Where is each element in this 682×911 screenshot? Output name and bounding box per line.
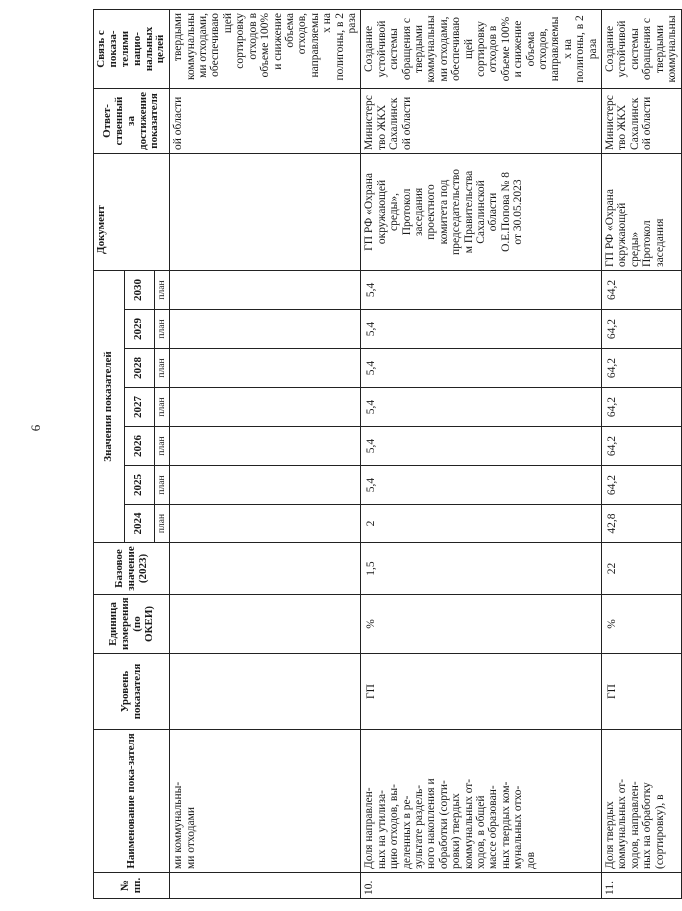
header-plan: план	[155, 349, 170, 388]
text-line: системы	[628, 28, 641, 70]
header-plan: план	[155, 310, 170, 349]
text-line: ой области	[641, 96, 654, 150]
cell-value: 42,8	[602, 505, 681, 543]
header-year: 2028	[124, 349, 155, 388]
cell-value: 64,2	[602, 388, 681, 427]
text-line: устойчивой	[375, 20, 388, 78]
header-values-group: Значения показателей	[94, 270, 125, 542]
header-link: Связь с показа-телями нацио-нальных целей	[94, 9, 170, 88]
text-line: ми отходами,	[197, 12, 210, 78]
header-name: Наименование пока-зателя	[94, 730, 170, 873]
text-line: щей	[221, 12, 234, 34]
cell-value	[170, 505, 361, 543]
cell-value	[170, 388, 361, 427]
text-line: и снижение	[512, 20, 525, 78]
text-line: сортировку	[234, 12, 247, 69]
header-level: Уровень показателя	[94, 654, 170, 730]
rotated-page	[93, 12, 679, 899]
table-row-11	[602, 9, 681, 898]
text-line: твердыми	[653, 24, 666, 74]
text-line: тво ЖКХ	[616, 104, 629, 150]
cell-value	[170, 427, 361, 466]
text-line: массе образован-	[487, 785, 500, 869]
header-num: № пп.	[94, 873, 170, 899]
text-line: ми коммунальны-	[172, 781, 185, 869]
text-line: объеме 100%	[259, 12, 272, 78]
cell-unit: %	[602, 595, 681, 654]
header-base: Базовое значение (2023)	[94, 543, 170, 595]
cell-level	[170, 654, 361, 730]
text-line: деленных в ре-	[400, 795, 413, 869]
text-line: х на	[561, 39, 574, 59]
text-line: заседания	[653, 218, 666, 267]
header-year: 2024	[124, 505, 155, 543]
text-line: ных твердых ком-	[499, 781, 512, 869]
cell-document	[170, 153, 361, 270]
text-line: коммунальных от-	[616, 778, 629, 869]
text-line: обработки (сорти-	[437, 780, 450, 869]
cell-num: 11.	[602, 873, 681, 899]
text-line: ровки) твердых	[450, 793, 463, 869]
text-line: х на	[321, 12, 334, 33]
text-line: ой области	[400, 96, 413, 150]
text-line: щей	[462, 38, 475, 60]
text-line: ходов, направлен-	[628, 781, 641, 869]
text-line: твердыми	[412, 24, 425, 74]
text-line: сортировку	[475, 21, 487, 77]
header-plan: план	[155, 388, 170, 427]
text-line: отходов,	[296, 12, 309, 55]
cell-base: 1,5	[361, 543, 602, 595]
cell-name	[602, 730, 681, 873]
header-plan: план	[155, 466, 170, 505]
text-line: м Правительства	[462, 170, 475, 254]
header-plan: план	[155, 505, 170, 543]
text-line: устойчивой	[616, 20, 629, 78]
cell-value: 5,4	[361, 427, 602, 466]
header-row	[94, 9, 125, 898]
text-line: ных на обработку	[641, 782, 654, 869]
header-year: 2026	[124, 427, 155, 466]
text-line: коммунальны	[425, 15, 438, 83]
text-line: ГП РФ «Охрана	[363, 173, 376, 251]
text-line: полигоны, в 2	[574, 15, 587, 83]
text-line: среды»	[628, 231, 641, 267]
cell-value: 5,4	[361, 270, 602, 309]
text-line: О.Е.Попова № 8	[499, 172, 512, 252]
text-line: заседания	[412, 187, 425, 237]
cell-value: 64,2	[602, 310, 681, 349]
text-line: ного накопления и	[425, 778, 438, 869]
text-line: Сахалинск	[628, 97, 641, 150]
text-line: комитета под	[437, 179, 450, 245]
text-line: коммунальны	[184, 12, 197, 81]
header-year: 2025	[124, 466, 155, 505]
text-line: отходов,	[537, 28, 550, 70]
text-line: направляемы	[549, 16, 562, 82]
cell-responsible: ой области	[170, 88, 361, 153]
cell-name	[170, 730, 361, 873]
text-line: раза	[345, 12, 358, 34]
cell-base: 22	[602, 543, 681, 595]
text-line: Министерс	[604, 95, 617, 150]
text-line: объема	[283, 12, 296, 48]
cell-document	[361, 153, 602, 270]
cell-link	[602, 9, 681, 88]
text-line: полигоны, в 2	[333, 12, 346, 81]
text-line: Протокол	[400, 188, 413, 236]
header-year: 2029	[124, 310, 155, 349]
cell-value: 64,2	[602, 270, 681, 309]
text-line: направляемы	[308, 12, 321, 78]
cell-value: 2	[361, 505, 602, 543]
indicators-table	[93, 9, 682, 899]
text-line: от 30.05.2023	[512, 179, 525, 245]
header-plan: план	[155, 427, 170, 466]
text-line: обращения с	[641, 17, 654, 80]
text-line: раза	[586, 38, 599, 60]
text-line: объеме 100%	[499, 16, 512, 82]
page-number: 6	[28, 424, 43, 432]
text-line: председательство	[450, 169, 463, 255]
text-line: области	[487, 192, 500, 232]
text-line: системы	[388, 28, 401, 70]
cell-value	[170, 270, 361, 309]
cell-value: 5,4	[361, 310, 602, 349]
text-line: ми отходами,	[437, 16, 450, 82]
cell-document	[602, 153, 681, 270]
text-line: зультате раздель-	[412, 784, 425, 869]
text-line: ходов, в общей	[475, 795, 487, 869]
cell-unit: %	[361, 595, 602, 654]
text-line: окружающей	[616, 202, 629, 267]
text-line: дов	[524, 851, 537, 869]
text-line: среды»,	[388, 192, 401, 231]
header-plan: план	[155, 270, 170, 309]
cell-value	[170, 310, 361, 349]
text-line: окружающей	[375, 179, 388, 245]
cell-responsible	[602, 88, 681, 153]
text-line: (сортировку), в	[653, 794, 666, 869]
text-line: ГП РФ «Охрана	[604, 189, 617, 267]
text-line: тво ЖКХ	[375, 104, 388, 150]
cell-link	[170, 9, 361, 88]
text-line: объема	[524, 31, 537, 67]
text-line: Доля твердых	[604, 801, 617, 869]
text-line: обеспечиваю	[450, 17, 463, 81]
cell-value	[170, 349, 361, 388]
cell-level: ГП	[602, 654, 681, 730]
text-line: Сахалинской	[475, 180, 487, 244]
text-line: отходов в	[246, 12, 259, 60]
table-row-10	[361, 9, 602, 898]
text-line: коммунальны	[666, 15, 679, 83]
text-line: мунальных отхо-	[512, 785, 525, 869]
table-row-continuation	[170, 9, 361, 898]
text-line: Доля направлен-	[363, 787, 376, 869]
text-line: ми отходами	[184, 806, 197, 869]
text-line: Сахалинск	[388, 97, 401, 150]
cell-num: 10.	[361, 873, 602, 899]
cell-value: 5,4	[361, 349, 602, 388]
cell-base	[170, 543, 361, 595]
text-line: отходов в	[487, 25, 500, 73]
header-responsible: Ответ-ственный за достижение показателя	[94, 88, 170, 153]
cell-value: 64,2	[602, 427, 681, 466]
cell-value: 64,2	[602, 466, 681, 505]
header-unit: Единица измерения (по ОКЕИ)	[94, 595, 170, 654]
text-line: коммунальных от-	[462, 778, 475, 869]
text-line: Создание	[604, 25, 617, 73]
cell-unit	[170, 595, 361, 654]
cell-link	[361, 9, 602, 88]
cell-num	[170, 873, 361, 899]
text-line: Создание	[363, 25, 376, 73]
cell-value	[170, 466, 361, 505]
header-year: 2027	[124, 388, 155, 427]
text-line: цию отходов, вы-	[388, 784, 401, 869]
cell-value: 64,2	[602, 349, 681, 388]
header-document: Документ	[94, 153, 170, 270]
text-line: Министерс	[363, 95, 376, 150]
text-line: обращения с	[400, 17, 413, 80]
cell-responsible	[361, 88, 602, 153]
text-line: Протокол	[641, 220, 654, 267]
header-year: 2030	[124, 270, 155, 309]
text-line: обеспечиваю	[209, 12, 222, 77]
cell-value: 5,4	[361, 388, 602, 427]
cell-name	[361, 730, 602, 873]
text-line: твердыми	[172, 12, 185, 62]
text-line: ных на утилиза-	[375, 790, 388, 869]
cell-value: 5,4	[361, 466, 602, 505]
text-line: и снижение	[271, 12, 284, 70]
text-line: проектного	[425, 184, 438, 240]
cell-level: ГП	[361, 654, 602, 730]
